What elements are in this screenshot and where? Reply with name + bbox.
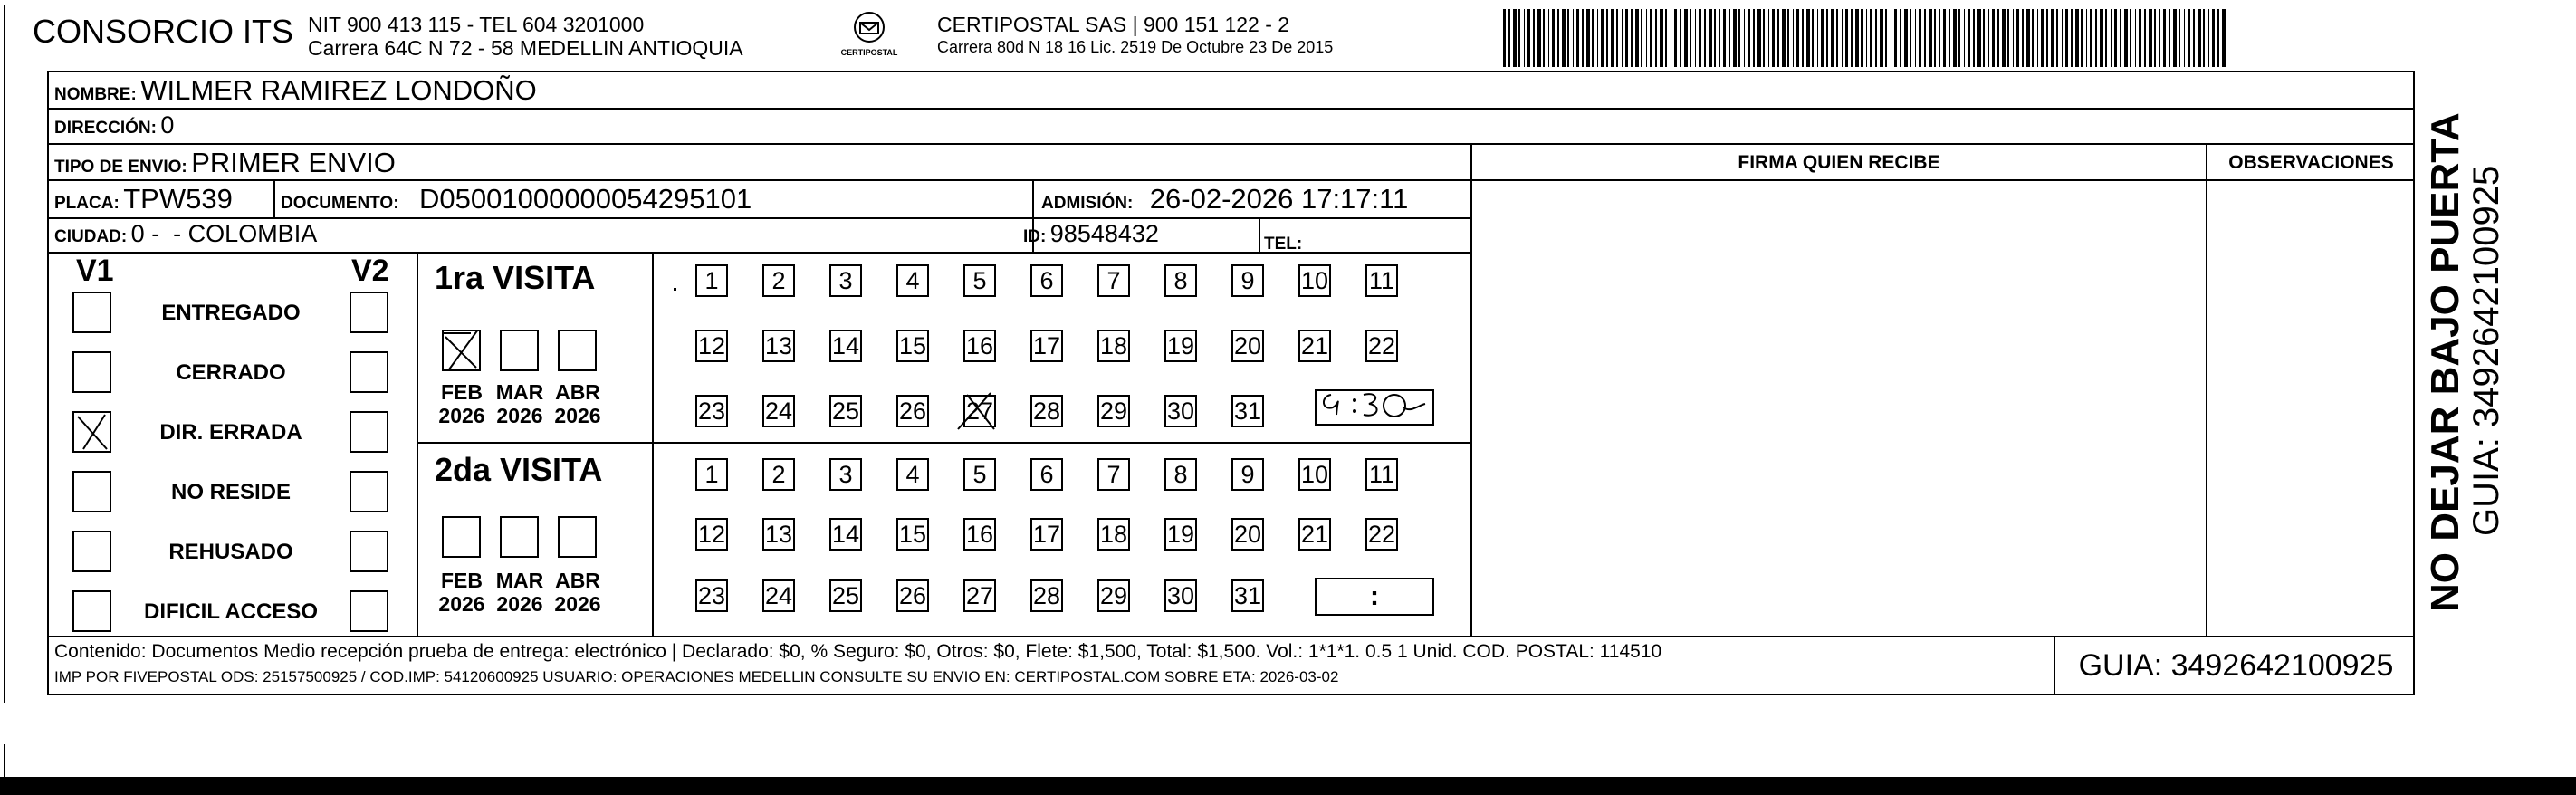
month-label	[491, 569, 549, 616]
second-visit-title: 2da VISITA	[435, 451, 603, 488]
side-guia: GUIA: 3492642100925	[2466, 165, 2506, 536]
status-label: ENTREGADO	[161, 301, 301, 325]
day-box[interactable]: 8	[1164, 458, 1197, 491]
day-box[interactable]: 10	[1298, 264, 1331, 297]
nombre-label: NOMBRE:	[54, 85, 137, 104]
day-box[interactable]: 2	[762, 264, 795, 297]
day-box[interactable]: 16	[963, 330, 996, 362]
col-line	[1259, 217, 1260, 252]
day-box[interactable]: 4	[896, 458, 929, 491]
envelope-icon	[848, 11, 890, 43]
certipostal-logo	[838, 11, 901, 57]
month-name: FEB	[441, 380, 483, 404]
day-box[interactable]: 19	[1164, 330, 1197, 362]
company-nit: NIT 900 413 115 - TEL 604 3201000	[308, 13, 645, 36]
documento-value: D05001000000054295101	[419, 183, 752, 215]
day-box[interactable]: 25	[829, 579, 862, 612]
day-box[interactable]: 30	[1164, 579, 1197, 612]
row-line	[47, 143, 2415, 145]
day-box[interactable]: 31	[1231, 395, 1264, 427]
v2-checkbox[interactable]	[350, 590, 388, 632]
month-label	[549, 569, 607, 616]
month-checkbox[interactable]	[442, 516, 481, 558]
row-line	[47, 636, 2415, 637]
tracking-barcode	[1503, 9, 2227, 67]
month-label	[549, 380, 607, 427]
day-box[interactable]: 23	[695, 579, 728, 612]
row-line	[47, 217, 1470, 219]
day-box[interactable]: 29	[1097, 395, 1130, 427]
month-name: FEB	[441, 569, 483, 592]
day-box[interactable]: 23	[695, 395, 728, 427]
id-label: ID:	[1023, 227, 1047, 246]
month-name: MAR	[495, 380, 544, 404]
ciudad-value: 0 - - COLOMBIA	[130, 220, 318, 247]
direccion-value: 0	[160, 111, 175, 139]
day-box[interactable]: 11	[1365, 264, 1398, 297]
day-box[interactable]: 15	[896, 518, 929, 551]
placa-value: TPW539	[123, 183, 233, 215]
day-box[interactable]: 5	[963, 264, 996, 297]
logo-text: CERTIPOSTAL	[840, 48, 898, 57]
v2-checkbox[interactable]	[350, 292, 388, 333]
month-checkbox[interactable]	[558, 516, 597, 558]
documento-field	[281, 183, 752, 216]
company-name: CONSORCIO ITS	[33, 13, 294, 50]
day-box[interactable]: 22	[1365, 518, 1398, 551]
month-year: 2026	[496, 592, 543, 616]
col-line	[652, 252, 654, 636]
month-checkbox[interactable]	[500, 330, 539, 371]
day-box[interactable]: 28	[1030, 579, 1063, 612]
tipo-envio-value: PRIMER ENVIO	[191, 147, 396, 178]
tipo-envio-field	[54, 147, 396, 179]
month-name: MAR	[495, 569, 544, 592]
day-box[interactable]: 9	[1231, 264, 1264, 297]
col-line	[1470, 143, 1472, 636]
col-line	[2206, 143, 2207, 636]
col-line	[273, 179, 275, 217]
day-box[interactable]: 14	[829, 518, 862, 551]
check-mark-icon	[74, 413, 110, 451]
day-box[interactable]: 29	[1097, 579, 1130, 612]
day-box[interactable]: 9	[1231, 458, 1264, 491]
v1-checkbox[interactable]	[72, 531, 111, 572]
day-box[interactable]: 6	[1030, 264, 1063, 297]
day-box[interactable]: 7	[1097, 264, 1130, 297]
day-box[interactable]: 24	[762, 395, 795, 427]
day-box[interactable]: 22	[1365, 330, 1398, 362]
tel-field	[1264, 224, 1302, 256]
day-box[interactable]: 20	[1231, 518, 1264, 551]
month-name: ABR	[555, 380, 600, 404]
documento-label: DOCUMENTO:	[281, 194, 399, 213]
side-warning: NO DEJAR BAJO PUERTA	[2423, 112, 2467, 612]
status-label: REHUSADO	[168, 540, 293, 564]
small-dot	[674, 288, 676, 291]
carrier-address: Carrera 80d N 18 16 Lic. 2519 De Octubre 23 De 2015	[937, 38, 1334, 56]
day-box[interactable]: 4	[896, 264, 929, 297]
day-box[interactable]: 5	[963, 458, 996, 491]
day-box[interactable]: 10	[1298, 458, 1331, 491]
month-year: 2026	[438, 404, 485, 427]
day-box[interactable]: 19	[1164, 518, 1197, 551]
second-visit-time[interactable]	[1315, 578, 1434, 616]
day-box[interactable]: 27	[963, 579, 996, 612]
v1-header: V1	[76, 254, 114, 288]
month-checkbox[interactable]	[442, 330, 481, 371]
v1-checkbox[interactable]	[72, 351, 111, 393]
v2-header: V2	[351, 254, 389, 288]
month-label	[433, 569, 491, 616]
v2-checkbox[interactable]	[350, 351, 388, 393]
row-line	[47, 252, 1470, 254]
month-year: 2026	[496, 404, 543, 427]
placa-field	[54, 183, 233, 216]
day-box[interactable]: 13	[762, 330, 795, 362]
day-box[interactable]: 12	[695, 330, 728, 362]
day-box[interactable]: 27	[963, 395, 996, 427]
day-box[interactable]: 16	[963, 518, 996, 551]
admision-label: ADMISIÓN:	[1041, 194, 1134, 213]
second-time-placeholder: :	[1370, 581, 1379, 611]
first-visit-time[interactable]	[1315, 389, 1434, 426]
day-box[interactable]: 17	[1030, 518, 1063, 551]
placa-label: PLACA:	[54, 194, 120, 213]
id-value: 98548432	[1049, 220, 1159, 247]
day-box[interactable]: 17	[1030, 330, 1063, 362]
v1-checkbox[interactable]	[72, 590, 111, 632]
carrier-name: CERTIPOSTAL SAS | 900 151 122 - 2	[937, 13, 1290, 36]
admision-field	[1041, 183, 1408, 216]
day-box[interactable]: 31	[1231, 579, 1264, 612]
day-box[interactable]: 21	[1298, 330, 1331, 362]
day-box[interactable]: 26	[896, 579, 929, 612]
v1-checkbox[interactable]	[72, 471, 111, 512]
col-line	[2054, 636, 2055, 695]
v2-checkbox[interactable]	[350, 471, 388, 512]
left-margin-tick	[4, 744, 5, 781]
month-year: 2026	[554, 404, 601, 427]
footer-contents: Contenido: Documentos Medio recepción prueba de entrega: electrónico | Declarado: $0, % Seguro: $0, Otros: $0, Flete: $1,500, Total: $1,500. Vol.: 1*1*1. 0.5 1 Unid. COD. POSTAL: 114510	[54, 641, 1662, 662]
id-field	[1023, 220, 1159, 248]
status-label: DIR. ERRADA	[159, 420, 302, 445]
ciudad-label: CIUDAD:	[54, 227, 128, 246]
admision-value: 26-02-2026 17:17:11	[1149, 183, 1409, 215]
day-box[interactable]: 30	[1164, 395, 1197, 427]
month-checkbox[interactable]	[558, 330, 597, 371]
day-box[interactable]: 18	[1097, 518, 1130, 551]
day-box[interactable]: 1	[695, 264, 728, 297]
month-year: 2026	[554, 592, 601, 616]
day-box[interactable]: 13	[762, 518, 795, 551]
check-mark-icon	[444, 331, 480, 371]
col-line	[417, 252, 418, 636]
row-line	[47, 108, 2415, 110]
ciudad-field	[54, 220, 317, 248]
month-label	[491, 380, 549, 427]
day-box[interactable]: 7	[1097, 458, 1130, 491]
month-name: ABR	[555, 569, 600, 592]
day-box[interactable]: 15	[896, 330, 929, 362]
month-year: 2026	[438, 592, 485, 616]
day-box[interactable]: 3	[829, 458, 862, 491]
nombre-field	[54, 74, 537, 107]
day-box[interactable]: 14	[829, 330, 862, 362]
day-box[interactable]: 24	[762, 579, 795, 612]
day-box[interactable]: 26	[896, 395, 929, 427]
col-line	[1470, 179, 2415, 181]
first-visit-title: 1ra VISITA	[435, 259, 596, 296]
day-box[interactable]: 20	[1231, 330, 1264, 362]
left-margin-line	[4, 5, 5, 703]
nombre-value: WILMER RAMIREZ LONDOÑO	[140, 74, 537, 106]
tipo-envio-label: TIPO DE ENVIO:	[54, 158, 187, 177]
month-checkbox[interactable]	[500, 516, 539, 558]
day-box[interactable]: 2	[762, 458, 795, 491]
day-box[interactable]: 8	[1164, 264, 1197, 297]
company-address: Carrera 64C N 72 - 58 MEDELLIN ANTIOQUIA	[308, 36, 743, 60]
day-box[interactable]: 28	[1030, 395, 1063, 427]
row-line	[417, 442, 1470, 444]
month-label	[433, 380, 491, 427]
day-check-mark-icon	[954, 389, 1005, 437]
status-label: DIFICIL ACCESO	[143, 599, 318, 624]
day-box[interactable]: 18	[1097, 330, 1130, 362]
status-label: CERRADO	[176, 360, 286, 385]
footer-guia: GUIA: 3492642100925	[2078, 648, 2394, 683]
v1-checkbox[interactable]	[72, 411, 111, 453]
firma-header: FIRMA QUIEN RECIBE	[1738, 152, 1940, 173]
v2-checkbox[interactable]	[350, 531, 388, 572]
direccion-label: DIRECCIÓN:	[54, 119, 157, 138]
v1-checkbox[interactable]	[72, 292, 111, 333]
status-label: NO RESIDE	[170, 480, 292, 504]
handwritten-time	[1317, 388, 1432, 424]
observaciones-header: OBSERVACIONES	[2228, 152, 2394, 173]
day-box[interactable]: 21	[1298, 518, 1331, 551]
day-box[interactable]: 1	[695, 458, 728, 491]
day-box[interactable]: 3	[829, 264, 862, 297]
day-box[interactable]: 25	[829, 395, 862, 427]
direccion-field	[54, 111, 174, 139]
day-box[interactable]: 6	[1030, 458, 1063, 491]
tel-label: TEL:	[1264, 235, 1303, 254]
bottom-band	[0, 777, 2576, 795]
day-box[interactable]: 11	[1365, 458, 1398, 491]
footer-print-info: IMP POR FIVEPOSTAL ODS: 25157500925 / COD.IMP: 54120600925 USUARIO: OPERACIONES MEDELLIN CONSULTE SU ENVIO EN: CERTIPOSTAL.COM SOBRE ETA: 2026-03-02	[54, 668, 1339, 685]
day-box[interactable]: 12	[695, 518, 728, 551]
v2-checkbox[interactable]	[350, 411, 388, 453]
